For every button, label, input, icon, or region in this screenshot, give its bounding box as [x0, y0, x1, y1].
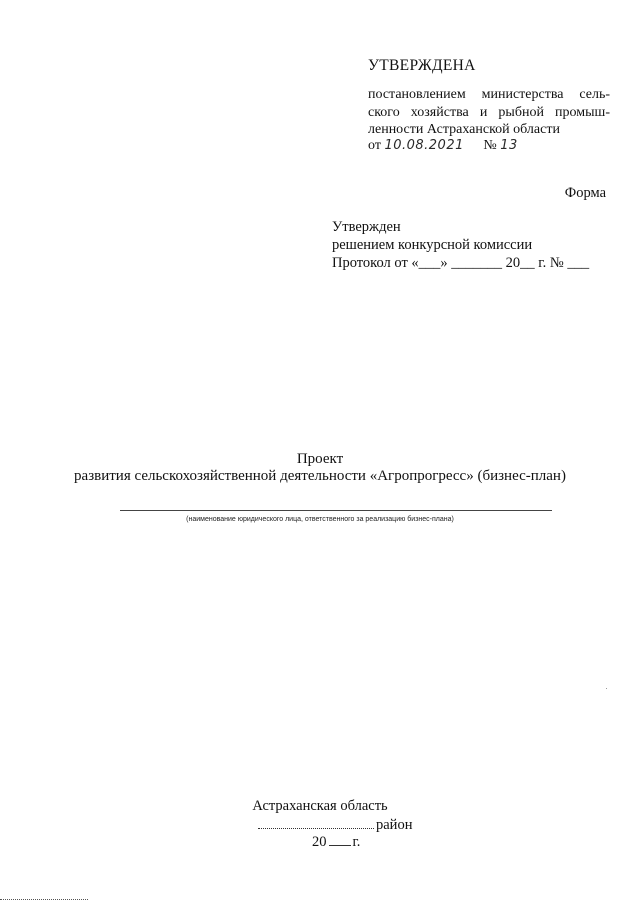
- year-line: [312, 833, 360, 851]
- entity-name-caption: (наименование юридического лица, ответственного за реализацию бизнес-плана): [186, 516, 454, 523]
- approval-line-2: ского хозяйства и рыбной промыш-: [368, 104, 610, 120]
- year-prefix: 20: [312, 834, 327, 850]
- approval-date-line: [368, 138, 518, 154]
- handwritten-number: 13: [500, 138, 518, 153]
- commission-approved: Утвержден: [332, 219, 401, 235]
- approval-line-3: ленности Астраханской области: [368, 122, 560, 137]
- form-label: Форма: [564, 185, 606, 201]
- project-subtitle: развития сельскохозяйственной деятельности «Агропрогресс» (бизнес-план): [74, 468, 566, 484]
- approval-title: УТВЕРЖДЕНА: [368, 57, 476, 74]
- project-title: Проект: [296, 451, 344, 467]
- district-label: район: [376, 817, 413, 833]
- scan-edge-mark: [0, 899, 88, 900]
- handwritten-date: 10.08.2021: [384, 138, 464, 153]
- region-name: Астраханская область: [252, 798, 388, 814]
- approval-line-1: постановлением министерства сель-: [368, 87, 610, 102]
- number-label: №: [483, 138, 497, 153]
- district-line: [258, 816, 412, 834]
- year-blank: [329, 833, 351, 846]
- entity-name-line: [120, 510, 552, 511]
- year-suffix: г.: [352, 834, 361, 850]
- district-blank: [258, 816, 374, 829]
- approval-text: [368, 86, 610, 139]
- date-prefix: от: [368, 138, 381, 153]
- commission-protocol: Протокол от «___» _______ 20__ г. № ___: [332, 255, 590, 271]
- commission-decision: решением конкурсной комиссии: [332, 237, 533, 253]
- scan-speck: [606, 688, 607, 689]
